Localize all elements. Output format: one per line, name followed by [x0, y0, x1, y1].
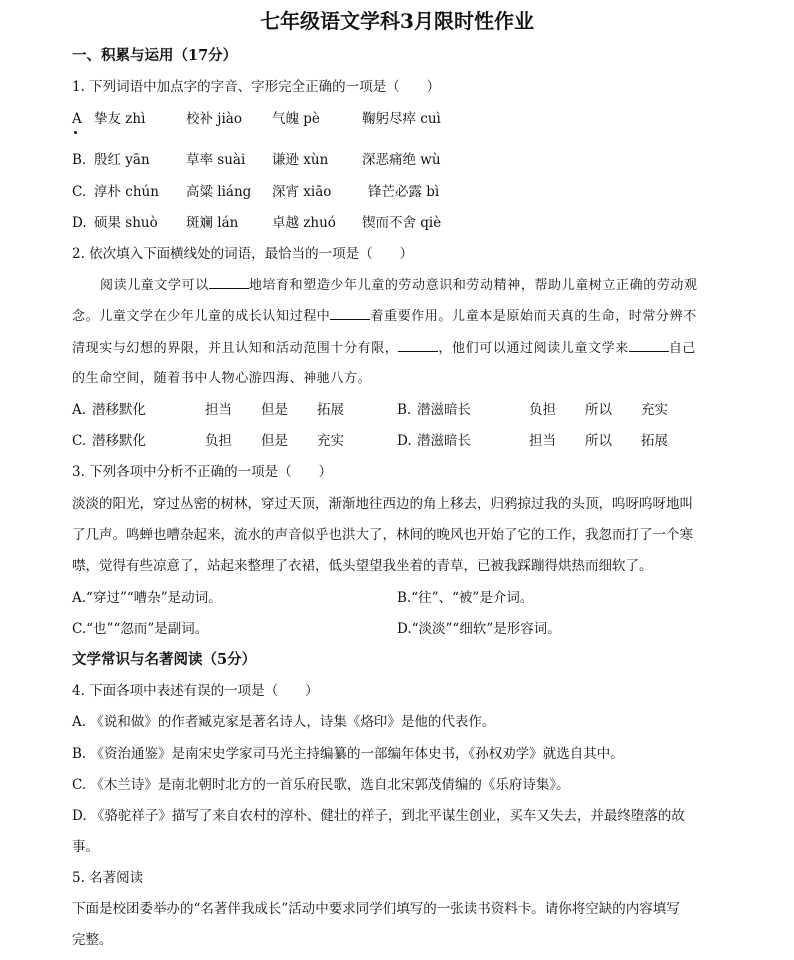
- q2-passage-line: [72, 339, 696, 358]
- q1-option-c-item: 高粱 liáng: [186, 184, 252, 200]
- passage-text: ，他们可以通过阅读儿童文学来: [438, 341, 629, 356]
- q1-option-a-item: 气魄 pè: [272, 111, 320, 127]
- q3-passage-line: 噤，觉得有些凉意了，站起来整理了衣裙，低头望望我坐着的青草，已被我踩蹦得烘热而细软了。: [72, 558, 653, 574]
- q1-option-d-item: 锲而不舍 qiè: [362, 215, 442, 231]
- passage-text: 地培育和塑造少年儿童的劳动意识和劳动精神，帮助儿童树立正确的劳动观: [248, 278, 698, 293]
- q1-option-b-item: 殷红 yān: [94, 152, 150, 168]
- q1-option-d-item: 斑斓 lán: [186, 215, 239, 231]
- q4-option-d-cont: 事。: [72, 839, 99, 855]
- q2-passage-line: [100, 276, 698, 295]
- q1-option-d-label: D.: [72, 215, 87, 231]
- q1-option-a-label: A: [72, 111, 82, 127]
- q4-option-b: B. 《资治通鉴》是南宋史学家司马光主持编纂的一部编年体史书，《孙权劝学》就选自其中。: [72, 746, 624, 762]
- q2-option-b-label: B.: [397, 402, 412, 418]
- q2-option-word: 拓展: [317, 402, 344, 418]
- q2-option-word: 担当: [529, 433, 556, 449]
- q2-option-c-label: C.: [72, 433, 87, 449]
- q4-option-d: D. 《骆驼祥子》描写了来自农村的淳朴、健壮的祥子，到北平谋生创业，买车又失去，并最终堕落的故: [72, 808, 685, 824]
- passage-text: 清现实与幻想的界限，并且认知和活动范围十分有限，: [72, 341, 399, 356]
- q1-option-b-item: 深恶痛绝 wù: [362, 152, 441, 168]
- q2-option-word: 拓展: [641, 433, 668, 449]
- passage-text: 念。儿童文学在少年儿童的成长认知过程中: [72, 309, 331, 324]
- q1-stem: 1. 下列词语中加点字的字音、字形完全正确的一项是（ ）: [72, 79, 441, 95]
- passage-text: 的生命空间，随着书中人物心游四海、神驰八方。: [72, 371, 372, 386]
- fill-blank: [398, 339, 438, 352]
- q1-option-c-item: 锋芒必露 bì: [368, 184, 440, 200]
- q1-option-a-item: 鞠躬尽瘁 cuì: [362, 111, 441, 127]
- fill-blank: [209, 276, 249, 289]
- q4-stem: 4. 下面各项中表述有误的一项是（ ）: [72, 683, 319, 699]
- q2-option-word: 所以: [585, 433, 612, 449]
- section-heading-2: 文学常识与名著阅读（5分）: [72, 651, 257, 668]
- q3-passage-line: 了几声。鸣蝉也嘈杂起来，流水的声音似乎也洪大了，林间的晚风也开始了它的工作，我忽而打了一个寒: [72, 527, 693, 543]
- q2-option-word: 潜滋暗长: [417, 433, 471, 449]
- q3-option-d: D.“淡淡”“细软”是形容词。: [397, 621, 561, 637]
- q2-option-word: 充实: [317, 433, 344, 449]
- q2-passage-line: [72, 370, 371, 388]
- q1-option-d-item: 硕果 shuò: [94, 215, 158, 231]
- q4-option-c: C. 《木兰诗》是南北朝时北方的一首乐府民歌，选自北宋郭茂倩编的《乐府诗集》。: [72, 777, 570, 793]
- q1-option-c-item: 深宵 xiāo: [272, 184, 332, 200]
- q2-option-word: 负担: [529, 402, 556, 418]
- q2-option-word: 充实: [641, 402, 668, 418]
- q2-stem: 2. 依次填入下面横线处的词语，最恰当的一项是（ ）: [72, 246, 414, 262]
- page-title: 七年级语文学科3月限时性作业: [260, 9, 534, 33]
- fill-blank: [330, 307, 370, 320]
- q2-option-word: 潜移默化: [92, 433, 146, 449]
- q1-option-c-label: C.: [72, 184, 87, 200]
- q2-option-word: 潜滋暗长: [417, 402, 471, 418]
- q4-option-a: A. 《说和做》的作者臧克家是著名诗人，诗集《烙印》是他的代表作。: [72, 714, 496, 730]
- q1-option-a-item: 挚友 zhì: [94, 111, 146, 127]
- q2-passage-line: [72, 307, 697, 326]
- passage-text: 着重要作用。儿童本是原始而天真的生命，时常分辨不: [370, 309, 697, 324]
- passage-text: 自己: [668, 341, 697, 356]
- q1-option-b-item: 草率 suài: [186, 152, 246, 168]
- q2-option-word: 但是: [261, 433, 288, 449]
- q2-option-a-label: A.: [72, 402, 87, 418]
- q2-option-word: 担当: [205, 402, 232, 418]
- emphasis-dot: [74, 131, 77, 134]
- q2-option-word: 所以: [585, 402, 612, 418]
- q2-option-word: 但是: [261, 402, 288, 418]
- q5-stem: 5. 名著阅读: [72, 870, 144, 886]
- q1-option-b-label: B.: [72, 152, 87, 168]
- q5-text-line: 完整。: [72, 932, 113, 948]
- section-heading-1: 一、积累与运用（17分）: [72, 47, 238, 64]
- q3-option-b: B.“往”、“被”是介词。: [397, 590, 534, 606]
- passage-text: 阅读儿童文学可以: [100, 278, 209, 293]
- q2-option-d-label: D.: [397, 433, 412, 449]
- q3-option-c: C.“也”“忽而”是副词。: [72, 621, 209, 637]
- q3-passage-line: 淡淡的阳光，穿过丛密的树林，穿过天顶，渐渐地往西边的角上移去，归鸦掠过我的头顶，呜呀呜呀地叫: [72, 496, 693, 512]
- q1-option-d-item: 卓越 zhuó: [272, 215, 336, 231]
- q3-option-a: A.“穿过”“嘈杂”是动词。: [72, 590, 222, 606]
- q1-option-c-item: 淳朴 chún: [94, 184, 159, 200]
- q2-option-word: 负担: [205, 433, 232, 449]
- q3-stem: 3. 下列各项中分析不正确的一项是（ ）: [72, 464, 333, 480]
- fill-blank: [629, 339, 669, 352]
- q1-option-b-item: 谦逊 xùn: [272, 152, 329, 168]
- q2-option-word: 潜移默化: [92, 402, 146, 418]
- q5-text-line: 下面是校团委举办的“名著伴我成长”活动中要求同学们填写的一张读书资料卡。请你将空缺的内容填写: [72, 901, 680, 917]
- q1-option-a-item: 校补 jiào: [186, 111, 242, 127]
